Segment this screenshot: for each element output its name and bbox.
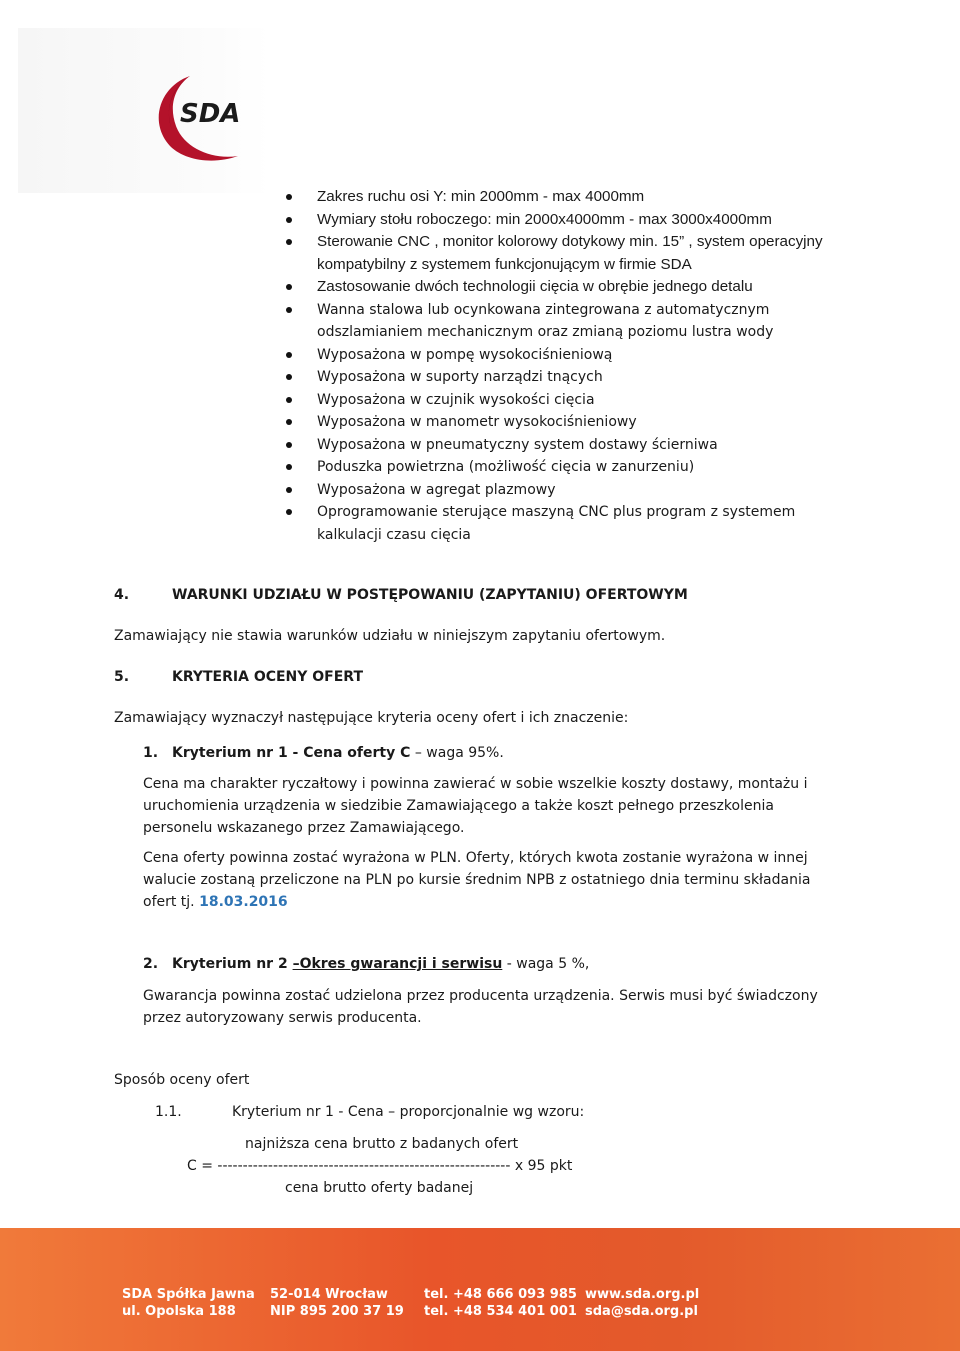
list-item: Zakres ruchu osi Y: min 2000mm - max 4000mm [285, 186, 845, 209]
phone-2: tel. +48 534 401 001 [424, 1304, 577, 1319]
company-city: 52-014 Wrocław [270, 1287, 388, 1302]
criterion-weight: – waga 95%. [410, 745, 504, 761]
footer-bar [0, 1228, 960, 1351]
method-item-text: Kryterium nr 1 - Cena – proporcjonalnie wg wzoru: [232, 1104, 585, 1120]
footer-address [270, 1286, 404, 1320]
method-item [155, 1101, 584, 1123]
list-item: Zastosowanie dwóch technologii cięcia w obrębie jednego detalu [285, 276, 845, 299]
logo-text: SDA [180, 99, 241, 129]
section-4-text: Zamawiający nie stawia warunków udziału w niniejszym zapytaniu ofertowym. [114, 628, 666, 644]
list-item: Wyposażona w pompę wysokociśnieniową [285, 344, 845, 367]
method-item-number: 1.1. [155, 1104, 182, 1120]
formula-denominator: cena brutto oferty badanej [285, 1180, 474, 1196]
sda-logo [150, 72, 260, 164]
list-item: Poduszka powietrzna (możliwość cięcia w zanurzeniu) [285, 456, 845, 479]
list-item: Wyposażona w manometr wysokociśnieniowy [285, 411, 845, 434]
list-item: Wyposażona w suporty narządzi tnących [285, 366, 845, 389]
criterion-1-paragraph-1: Cena ma charakter ryczałtowy i powinna zawierać w sobie wszelkie koszty dostawy, montażu i uruchomienia urządzenia w siedzibie Zamawiającego a także koszt pełnego przeszkolenia personelu wskazanego przez Zamawiającego. [143, 776, 808, 836]
list-item: Sterowanie CNC , monitor kolorowy dotykowy min. 15” , system operacyjny kompatybilny z systemem funkcjonującym w firmie SDA [285, 231, 845, 276]
list-item: Wyposażona w agregat plazmowy [285, 479, 845, 502]
list-item: Wanna stalowa lub ocynkowana zintegrowana z automatycznym odszlamianiem mechanicznym oraz zmianą poziomu lustra wody [285, 299, 845, 344]
criterion-title-underlined: –Okres gwarancji i serwisu [292, 956, 503, 972]
company-street: ul. Opolska 188 [122, 1304, 236, 1319]
list-item: Wymiary stołu roboczego: min 2000x4000mm - max 3000x4000mm [285, 209, 845, 232]
section-number: 5. [114, 669, 130, 685]
email-link[interactable]: sda@sda.org.pl [585, 1304, 698, 1319]
criterion-2-heading [143, 953, 589, 975]
formula-line: C = ---------------------------------------------------------- x 95 pkt [187, 1158, 573, 1174]
deadline-date: 18.03.2016 [199, 894, 288, 910]
section-5-intro: Zamawiający wyznaczył następujące kryteria oceny ofert i ich znaczenie: [114, 710, 629, 726]
section-number: 4. [114, 587, 130, 603]
criterion-1-heading [143, 742, 504, 764]
criterion-2-paragraph: Gwarancja powinna zostać udzielona przez producenta urządzenia. Serwis musi być świadczony przez autoryzowany serwis producenta. [143, 988, 818, 1026]
company-nip: NIP 895 200 37 19 [270, 1304, 404, 1319]
criterion-title: Kryterium nr 2 [172, 956, 293, 972]
criterion-number: 2. [143, 956, 159, 972]
website-link[interactable]: www.sda.org.pl [585, 1287, 700, 1302]
list-item: Wyposażona w czujnik wysokości cięcia [285, 389, 845, 412]
phone-1: tel. +48 666 093 985 [424, 1287, 577, 1302]
criterion-number: 1. [143, 745, 159, 761]
section-title: KRYTERIA OCENY OFERT [172, 669, 364, 685]
feature-list [285, 186, 845, 546]
formula-numerator: najniższa cena brutto z badanych ofert [245, 1136, 519, 1152]
section-4-heading [114, 584, 688, 606]
footer-phones [424, 1286, 577, 1320]
list-item: Wyposażona w pneumatyczny system dostawy ścierniwa [285, 434, 845, 457]
paragraph-text: Cena oferty powinna zostać wyrażona w PLN. Oferty, których kwota zostanie wyrażona w innej walucie zostaną przeliczone na PLN po kursie średnim NPB z ostatniego dnia terminu składania ofert tj. [143, 850, 811, 910]
company-name: SDA Spółka Jawna [122, 1287, 255, 1302]
list-item: Oprogramowanie sterujące maszyną CNC plus program z systemem kalkulacji czasu cięcia [285, 501, 845, 546]
criterion-1-paragraph-2 [143, 847, 833, 913]
method-heading: Sposób oceny ofert [114, 1072, 250, 1088]
criterion-weight: - waga 5 %, [502, 956, 590, 972]
section-5-heading [114, 666, 363, 688]
footer-company [122, 1286, 255, 1320]
criterion-title: Kryterium nr 1 - Cena oferty C [172, 745, 411, 761]
footer-web [585, 1286, 699, 1320]
section-title: WARUNKI UDZIAŁU W POSTĘPOWANIU (ZAPYTANIU) OFERTOWYM [172, 587, 688, 603]
